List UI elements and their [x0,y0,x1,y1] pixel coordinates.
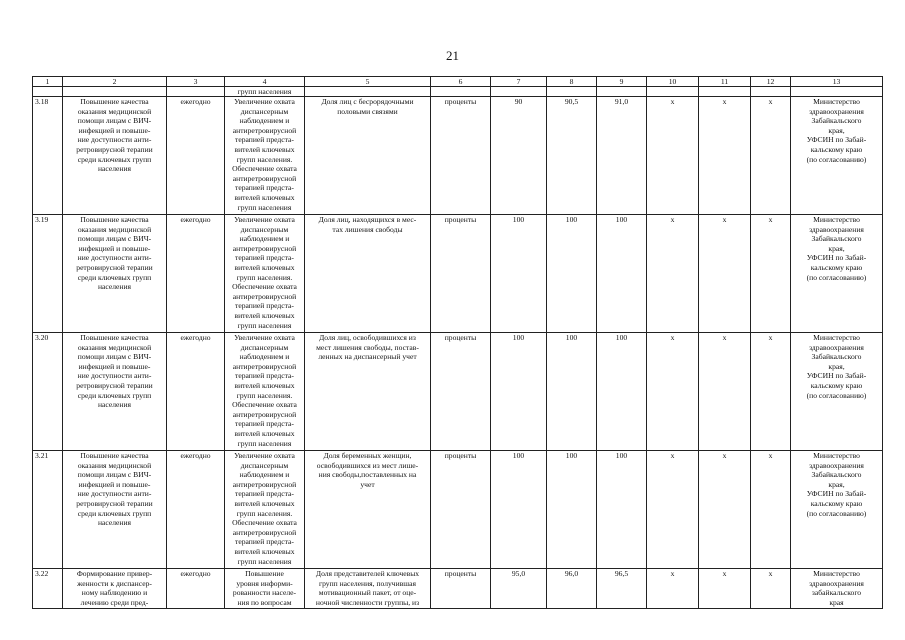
row-number: 3.20 [33,333,63,451]
col-number: 9 [597,77,647,87]
value-col11: х [699,215,751,333]
measures-table [32,76,883,609]
value-year2: 100 [547,451,597,569]
column-number-row [33,77,883,87]
value-year2: 100 [547,333,597,451]
value-col11: х [699,333,751,451]
cell [791,87,883,97]
col-number: 6 [431,77,491,87]
measure-text: Повышение качества оказания медицинской помощи лицам с ВИЧ- инфекцией и повыше- ние доступности анти- ретровирусной терапии среди ключевых групп населения [63,451,167,569]
value-year2: 96,0 [547,569,597,609]
page-number: 21 [446,48,459,63]
unit-text: проценты [431,215,491,333]
value-col12: х [751,451,791,569]
result-text: Увеличение охвата диспансерным наблюдением и антиретровирусной терапией предста- вителей ключевых групп населения. Обеспечение охвата антиретровирусной терапией предста- вителей ключевых групп населения [225,451,305,569]
measure-text: Повышение качества оказания медицинской помощи лицам с ВИЧ- инфекцией и повыше- ние доступности анти- ретровирусной терапии среди ключевых групп населения [63,333,167,451]
col-number: 8 [547,77,597,87]
cell [751,87,791,97]
cell [305,87,431,97]
col-number: 11 [699,77,751,87]
cell [33,87,63,97]
col-number: 12 [751,77,791,87]
table-row [33,569,883,609]
table-row [33,333,883,451]
col-number: 3 [167,77,225,87]
value-col10: х [647,569,699,609]
value-col11: х [699,97,751,215]
result-text: Повышение уровня информи- рованности населе- ния по вопросам [225,569,305,609]
period-text: ежегодно [167,97,225,215]
indicator-text: Доля беременных женщин, освободившихся из мест лише- ния свободы,поставленных на учет [305,451,431,569]
value-year3: 100 [597,451,647,569]
table-row [33,97,883,215]
value-col10: х [647,451,699,569]
value-year3: 100 [597,333,647,451]
row-number: 3.19 [33,215,63,333]
col-number: 10 [647,77,699,87]
executor-text: Министерство здравоохранения Забайкальского края, УФСИН по Забай- кальскому краю (по согласованию) [791,451,883,569]
period-text: ежегодно [167,569,225,609]
result-text: Увеличение охвата диспансерным наблюдением и антиретровирусной терапией предста- вителей ключевых групп населения. Обеспечение охвата антиретровирусной терапией предста- вителей ключевых групп населения [225,333,305,451]
cell [647,87,699,97]
row-number: 3.18 [33,97,63,215]
measure-text: Повышение качества оказания медицинской помощи лицам с ВИЧ- инфекцией и повыше- ние доступности анти- ретровирусной терапии среди ключевых групп населения [63,215,167,333]
period-text: ежегодно [167,215,225,333]
table-row [33,215,883,333]
cell [431,87,491,97]
col-number: 1 [33,77,63,87]
row-number: 3.22 [33,569,63,609]
table-row [33,451,883,569]
measure-text: Формирование привер- женности к диспансер- ному наблюдению и лечению среди пред- [63,569,167,609]
indicator-text: Доля представителей ключевых групп населения, получившая мотивационный пакет, от оце- ночной численности группы, из [305,569,431,609]
cell [547,87,597,97]
value-year1: 100 [491,333,547,451]
result-text: Увеличение охвата диспансерным наблюдением и антиретровирусной терапией предста- вителей ключевых групп населения. Обеспечение охвата антиретровирусной терапией предста- вителей ключевых групп населения [225,97,305,215]
row-number: 3.21 [33,451,63,569]
value-col11: х [699,569,751,609]
value-year2: 90,5 [547,97,597,215]
col-number: 7 [491,77,547,87]
value-col12: х [751,333,791,451]
indicator-text: Доля лиц, освободившихся из мест лишения свободы, постав- ленных на диспансерный учет [305,333,431,451]
period-text: ежегодно [167,451,225,569]
cell [699,87,751,97]
indicator-text: Доля лиц с бесрорядочными половыми связями [305,97,431,215]
value-year1: 95,0 [491,569,547,609]
value-col12: х [751,97,791,215]
col-number: 4 [225,77,305,87]
value-col12: х [751,569,791,609]
value-col10: х [647,97,699,215]
measure-text: Повышение качества оказания медицинской помощи лицам с ВИЧ- инфекцией и повыше- ние доступности анти- ретровирусной терапии среди ключевых групп населения [63,97,167,215]
value-year1: 100 [491,215,547,333]
value-col10: х [647,215,699,333]
cell [167,87,225,97]
col-number: 2 [63,77,167,87]
indicator-text: Доля лиц, находящихся в мес- тах лишения свободы [305,215,431,333]
continuation-row [33,87,883,97]
cell [63,87,167,97]
value-year3: 100 [597,215,647,333]
col-number: 13 [791,77,883,87]
col-number: 5 [305,77,431,87]
value-year3: 96,5 [597,569,647,609]
value-year1: 90 [491,97,547,215]
result-text: Увеличение охвата диспансерным наблюдением и антиретровирусной терапией предста- вителей ключевых групп населения. Обеспечение охвата антиретровирусной терапией предста- вителей ключевых групп населения [225,215,305,333]
value-year1: 100 [491,451,547,569]
executor-text: Министерство здравоохранения Забайкальского края, УФСИН по Забай- кальскому краю (по согласованию) [791,215,883,333]
executor-text: Министерство здравоохранения забайкальского края [791,569,883,609]
unit-text: проценты [431,569,491,609]
unit-text: проценты [431,97,491,215]
value-col10: х [647,333,699,451]
cell [597,87,647,97]
value-year2: 100 [547,215,597,333]
unit-text: проценты [431,333,491,451]
unit-text: проценты [431,451,491,569]
continuation-text: групп населения [225,87,305,97]
cell [491,87,547,97]
executor-text: Министерство здравоохранения Забайкальского края, УФСИН по Забай- кальскому краю (по согласованию) [791,333,883,451]
executor-text: Министерство здравоохранения Забайкальского края, УФСИН по Забай- кальскому краю (по согласованию) [791,97,883,215]
value-year3: 91,0 [597,97,647,215]
value-col11: х [699,451,751,569]
period-text: ежегодно [167,333,225,451]
value-col12: х [751,215,791,333]
